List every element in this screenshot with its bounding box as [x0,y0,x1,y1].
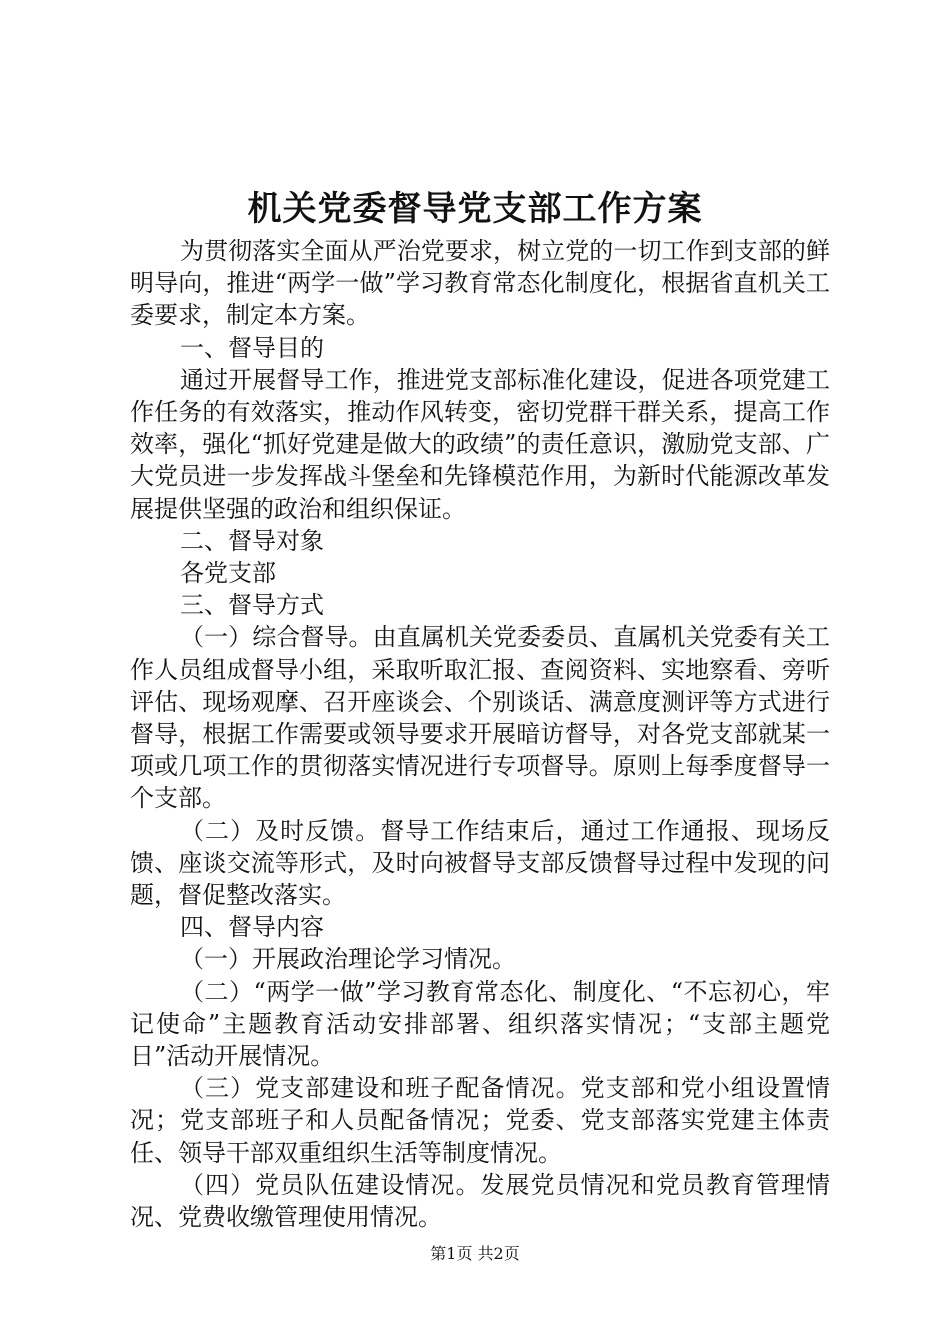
section-heading-content: 四、督导内容 [180,913,324,942]
document-body [130,235,830,1233]
document-title: 机关党委督导党支部工作方案 [247,189,703,229]
section-heading-target: 二、督导对象 [180,526,324,555]
method-item-1: （一）综合督导。由直属机关党委委员、直属机关党委有关工作人员组成督导小组，采取听取汇报、查阅资料、实地察看、旁听评估、现场观摩、召开座谈会、个别谈话、满意度测评等方式进行督导，根据工作需要或领导要求开展暗访督导，对各党支部就某一项或几项工作的贯彻落实情况进行专项督导。原则上每季度督导一个支部。 [130,623,830,813]
target-paragraph: 各党支部 [180,559,276,588]
content-item-1: （一）开展政治理论学习情况。 [180,945,516,974]
content-item-3: （三）党支部建设和班子配备情况。党支部和党小组设置情况；党支部班子和人员配备情况；党委、党支部落实党建主体责任、领导干部双重组织生活等制度情况。 [130,1074,830,1167]
method-item-2: （二）及时反馈。督导工作结束后，通过工作通报、现场反馈、座谈交流等形式，及时向被督导支部反馈督导过程中发现的问题，督促整改落实。 [130,816,830,910]
section-heading-method: 三、督导方式 [180,591,324,620]
intro-paragraph: 为贯彻落实全面从严治党要求，树立党的一切工作到支部的鲜明导向，推进“两学一做”学习教育常态化制度化，根据省直机关工委要求，制定本方案。 [130,237,830,330]
purpose-paragraph: 通过开展督导工作，推进党支部标准化建设，促进各项党建工作任务的有效落实，推动作风转变，密切党群干群关系，提高工作效率，强化“抓好党建是做大的政绩”的责任意识，激励党支部、广大党员进一步发挥战斗堡垒和先锋模范作用，为新时代能源改革发展提供坚强的政治和组织保证。 [130,365,830,523]
page-footer: 第1页 共2页 [430,1244,520,1263]
section-heading-purpose: 一、督导目的 [180,333,324,362]
content-item-4: （四）党员队伍建设情况。发展党员情况和党员教育管理情况、党费收缴管理使用情况。 [130,1170,830,1232]
content-item-2: （二）“两学一做”学习教育常态化、制度化、“不忘初心，牢记使命”主题教育活动安排部署、组织落实情况；“支部主题党日”活动开展情况。 [130,977,830,1071]
